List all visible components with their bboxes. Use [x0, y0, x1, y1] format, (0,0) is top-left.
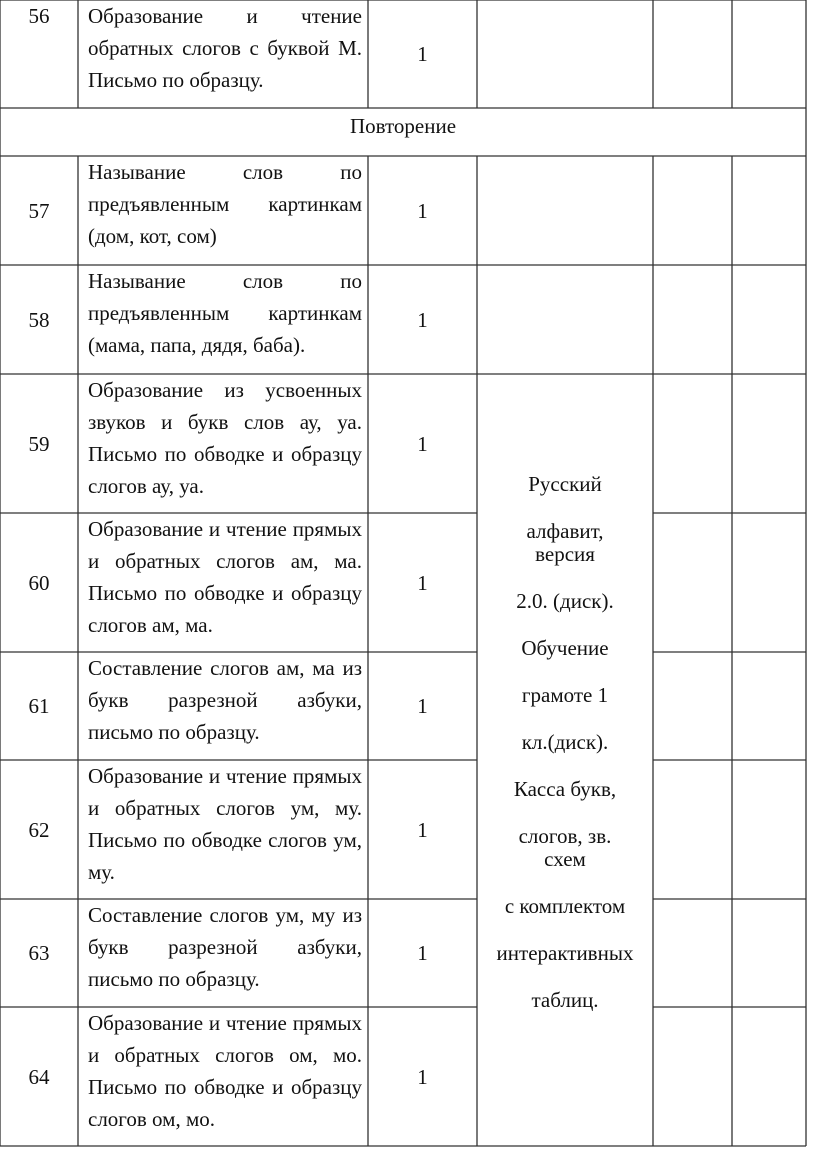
row-56-hours: 1 [417, 42, 428, 66]
row-58-topic: Называние слов по предъявленным картинкам (мама, папа, дядя, баба). [88, 269, 362, 357]
resource-line: слогов, зв. [518, 824, 612, 848]
row-62-number: 62 [28, 817, 50, 842]
row-56-empty-cell-b [653, 0, 732, 108]
section-title-repetition: Повторение [349, 114, 457, 138]
row-64-number: 64 [28, 1064, 50, 1089]
row-59-hours: 1 [417, 431, 428, 456]
resource-line: кл.(диск). [521, 730, 609, 754]
resource-line: версия [535, 542, 595, 566]
row-56-empty-cell-c [732, 0, 806, 108]
row-64-topic: Образование и чтение прямых и обратных слогов ом, мо. Письмо по обводке и образцу слогов ом, мо. [88, 1011, 362, 1131]
row-61-number: 61 [28, 694, 50, 718]
row-63-topic: Составление слогов ум, му из букв разрезной азбуки, письмо по образцу. [88, 903, 362, 991]
row-62-topic: Образование и чтение прямых и обратных слогов ум, му. Письмо по обводке слогов ум, му. [88, 764, 362, 884]
resource-line: таблиц. [531, 988, 599, 1012]
row-59-topic: Образование из усвоенных звуков и букв слов ау, уа. Письмо по обводке и образцу слогов ау, уа. [88, 378, 362, 498]
row-62-hours: 1 [417, 817, 428, 842]
row-60-hours: 1 [417, 570, 428, 595]
row-63-hours: 1 [417, 941, 428, 965]
resources-cell [477, 374, 653, 1146]
resource-line: с комплектом [504, 894, 626, 918]
row-59-number: 59 [28, 431, 50, 456]
resource-line: Обучение [521, 636, 609, 660]
row-57-number: 57 [28, 198, 50, 223]
row-56-topic: Образование и чтение обратных слогов с буквой М. Письмо по образцу. [88, 4, 362, 92]
resource-line: 2.0. (диск). [516, 589, 614, 613]
resource-line: Русский [528, 472, 602, 496]
row-64-hours: 1 [417, 1064, 428, 1089]
resource-line: Касса букв, [513, 777, 617, 801]
row-58-number: 58 [28, 307, 50, 332]
row-60-number: 60 [28, 570, 50, 595]
resource-line: грамоте 1 [521, 683, 609, 707]
row-61-topic: Составление слогов ам, ма из букв разрезной азбуки, письмо по образцу. [88, 656, 362, 744]
resource-line: алфавит, [526, 519, 604, 543]
row-57-hours: 1 [417, 198, 428, 223]
resource-line: интерактивных [496, 941, 634, 965]
row-56-number: 56 [28, 4, 50, 28]
row-60-topic: Образование и чтение прямых и обратных слогов ам, ма. Письмо по обводке и образцу слогов ам, ма. [88, 517, 362, 637]
row-56-empty-cell-a [477, 0, 653, 108]
row-61-hours: 1 [417, 694, 428, 718]
row-63-number: 63 [28, 941, 50, 965]
row-57-topic: Называние слов по предъявленным картинкам (дом, кот, сом) [88, 160, 362, 248]
row-58-hours: 1 [417, 307, 428, 332]
resource-line: схем [544, 847, 586, 871]
